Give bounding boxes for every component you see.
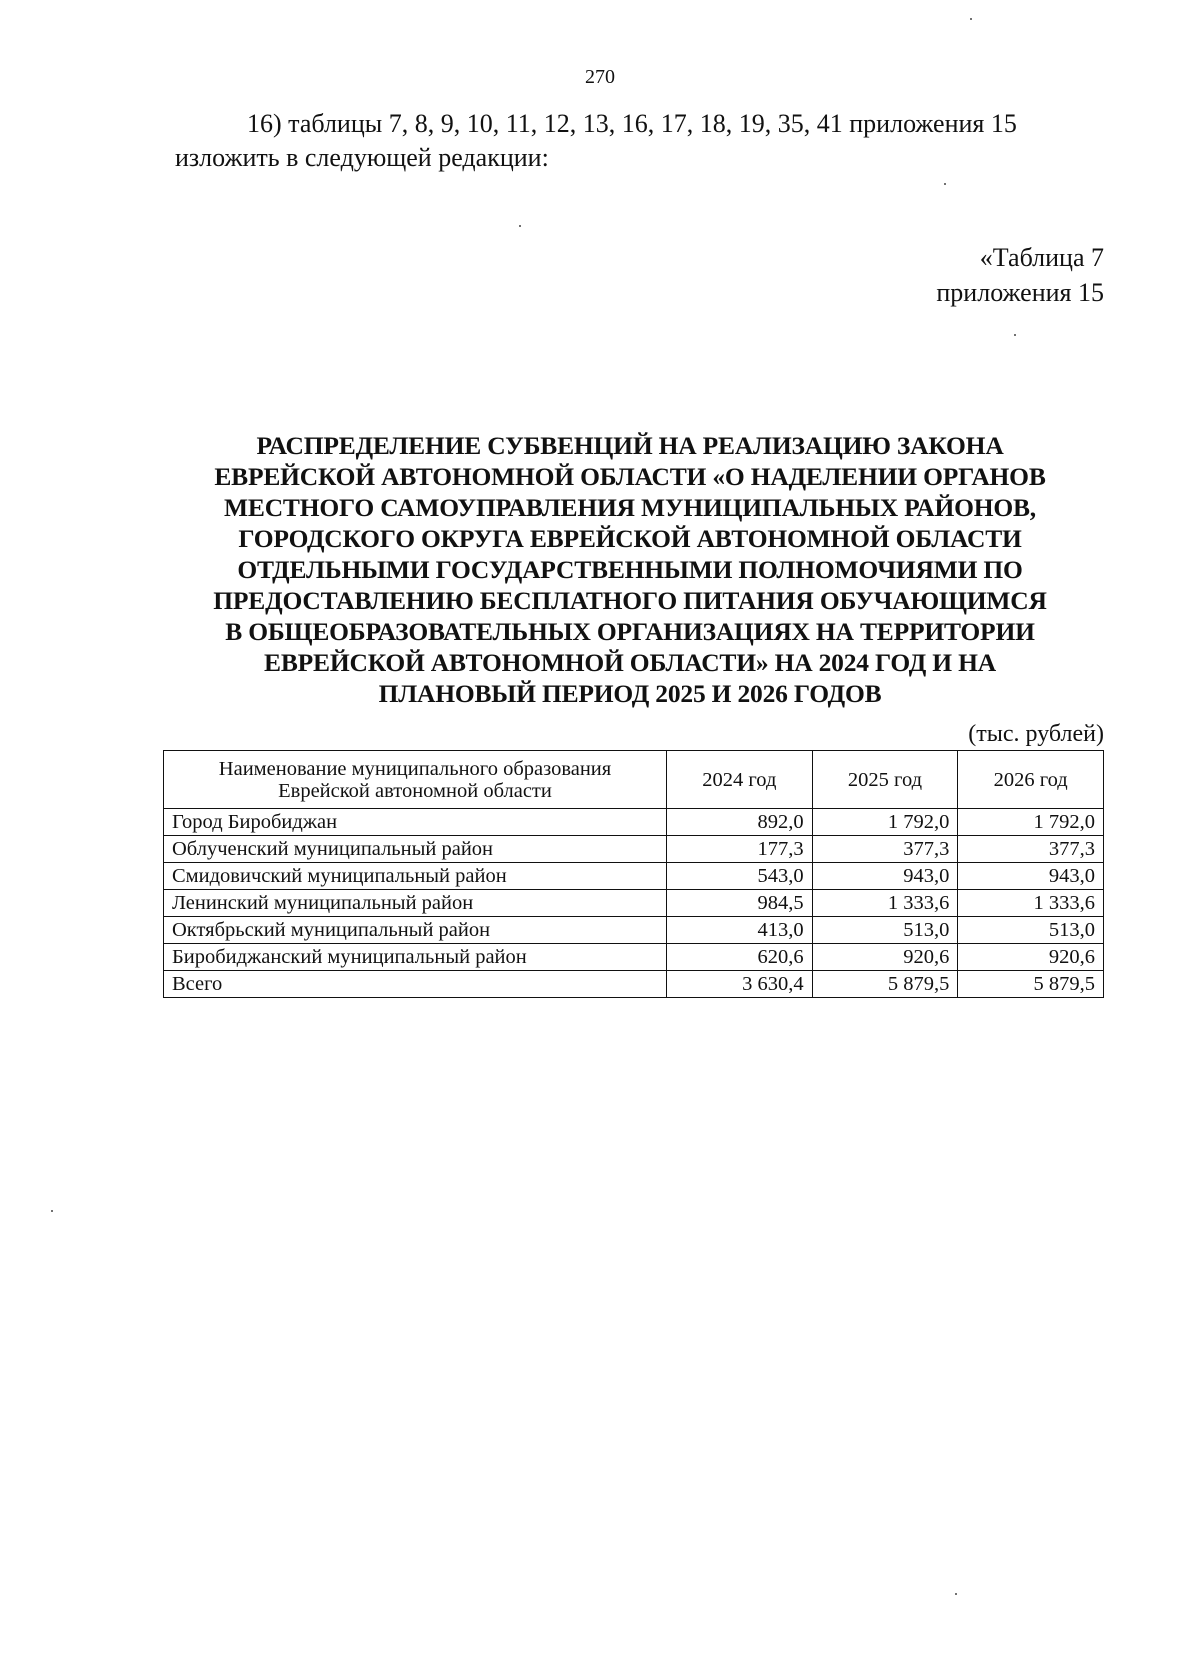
scan-speck bbox=[1014, 334, 1016, 336]
cell-2026: 943,0 bbox=[958, 863, 1104, 890]
table-header-row bbox=[164, 751, 1104, 809]
scan-speck bbox=[51, 1210, 53, 1212]
cell-2024: 177,3 bbox=[667, 836, 813, 863]
header-municipality-line-2: Еврейской автономной области bbox=[278, 779, 552, 802]
intro-paragraph bbox=[175, 107, 1105, 175]
cell-2025: 1 792,0 bbox=[812, 809, 958, 836]
table-row bbox=[164, 890, 1104, 917]
title-line: ЕВРЕЙСКОЙ АВТОНОМНОЙ ОБЛАСТИ» НА 2024 ГОД И НА bbox=[264, 648, 996, 677]
scan-speck bbox=[955, 1593, 957, 1595]
unit-label: (тыс. рублей) bbox=[968, 721, 1104, 747]
title-line: В ОБЩЕОБРАЗОВАТЕЛЬНЫХ ОРГАНИЗАЦИЯХ НА ТЕРРИТОРИИ bbox=[225, 617, 1035, 646]
title-line: ПРЕДОСТАВЛЕНИЮ БЕСПЛАТНОГО ПИТАНИЯ ОБУЧАЮЩИМСЯ bbox=[213, 586, 1047, 615]
table-reference-line-2: приложения 15 bbox=[936, 278, 1104, 307]
cell-municipality: Октябрьский муниципальный район bbox=[164, 917, 667, 944]
cell-municipality: Облученский муниципальный район bbox=[164, 836, 667, 863]
cell-municipality: Ленинский муниципальный район bbox=[164, 890, 667, 917]
cell-2026: 1 333,6 bbox=[958, 890, 1104, 917]
cell-total-2026: 5 879,5 bbox=[958, 971, 1104, 998]
cell-2025: 943,0 bbox=[812, 863, 958, 890]
cell-municipality: Биробиджанский муниципальный район bbox=[164, 944, 667, 971]
title-line: ЕВРЕЙСКОЙ АВТОНОМНОЙ ОБЛАСТИ «О НАДЕЛЕНИИ ОРГАНОВ bbox=[214, 462, 1046, 491]
cell-2025: 377,3 bbox=[812, 836, 958, 863]
cell-municipality: Город Биробиджан bbox=[164, 809, 667, 836]
document-title bbox=[150, 430, 1110, 709]
title-line: МЕСТНОГО САМОУПРАВЛЕНИЯ МУНИЦИПАЛЬНЫХ РАЙОНОВ, bbox=[224, 493, 1036, 522]
scan-speck bbox=[970, 18, 972, 20]
scan-speck bbox=[944, 183, 946, 185]
table-reference-line-1: «Таблица 7 bbox=[979, 243, 1104, 272]
title-line: ГОРОДСКОГО ОКРУГА ЕВРЕЙСКОЙ АВТОНОМНОЙ ОБЛАСТИ bbox=[238, 524, 1022, 553]
table-row bbox=[164, 863, 1104, 890]
cell-2026: 377,3 bbox=[958, 836, 1104, 863]
title-line: РАСПРЕДЕЛЕНИЕ СУБВЕНЦИЙ НА РЕАЛИЗАЦИЮ ЗАКОНА bbox=[256, 431, 1004, 460]
header-2026: 2026 год bbox=[958, 751, 1104, 809]
header-2024: 2024 год bbox=[667, 751, 813, 809]
intro-text: 16) таблицы 7, 8, 9, 10, 11, 12, 13, 16, 17, 18, 19, 35, 41 приложения 15 изложить в следующей редакции: bbox=[175, 109, 1017, 172]
cell-2024: 892,0 bbox=[667, 809, 813, 836]
cell-2025: 513,0 bbox=[812, 917, 958, 944]
header-municipality-line-1: Наименование муниципального образования bbox=[218, 757, 612, 780]
cell-2026: 920,6 bbox=[958, 944, 1104, 971]
scan-speck bbox=[519, 225, 521, 227]
table-total-row bbox=[164, 971, 1104, 998]
cell-2026: 1 792,0 bbox=[958, 809, 1104, 836]
table-row bbox=[164, 836, 1104, 863]
cell-2025: 920,6 bbox=[812, 944, 958, 971]
cell-2026: 513,0 bbox=[958, 917, 1104, 944]
table-row bbox=[164, 809, 1104, 836]
cell-total-label: Всего bbox=[164, 971, 667, 998]
table-reference bbox=[936, 240, 1104, 310]
cell-2024: 984,5 bbox=[667, 890, 813, 917]
cell-total-2024: 3 630,4 bbox=[667, 971, 813, 998]
header-municipality bbox=[164, 751, 667, 809]
cell-municipality: Смидовичский муниципальный район bbox=[164, 863, 667, 890]
header-2025: 2025 год bbox=[812, 751, 958, 809]
subvention-table bbox=[163, 750, 1104, 998]
cell-2024: 543,0 bbox=[667, 863, 813, 890]
cell-2025: 1 333,6 bbox=[812, 890, 958, 917]
cell-2024: 413,0 bbox=[667, 917, 813, 944]
title-line: ПЛАНОВЫЙ ПЕРИОД 2025 И 2026 ГОДОВ bbox=[378, 679, 882, 708]
page-number: 270 bbox=[585, 66, 615, 88]
cell-total-2025: 5 879,5 bbox=[812, 971, 958, 998]
cell-2024: 620,6 bbox=[667, 944, 813, 971]
table-row bbox=[164, 917, 1104, 944]
title-line: ОТДЕЛЬНЫМИ ГОСУДАРСТВЕННЫМИ ПОЛНОМОЧИЯМИ ПО bbox=[237, 555, 1023, 584]
table-row bbox=[164, 944, 1104, 971]
